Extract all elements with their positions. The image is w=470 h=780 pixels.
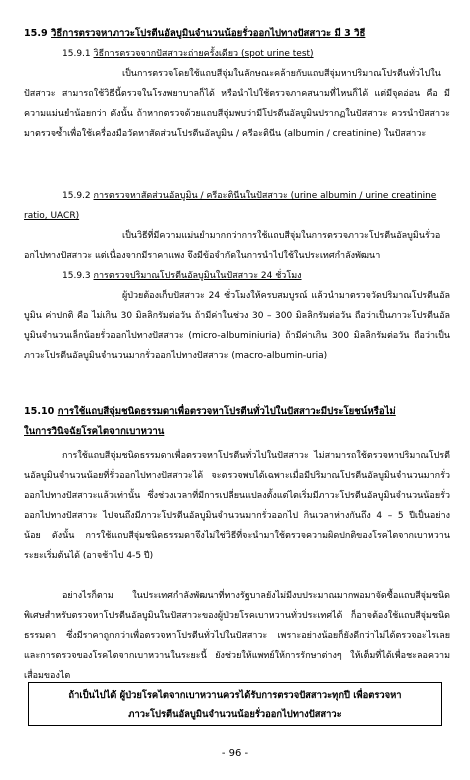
section-title-line2: ในการวินิจฉัยโรคไตจากเบาหวาน: [24, 426, 165, 437]
subsection-15-9-3-heading: [62, 266, 452, 286]
section-15-9-heading: [24, 24, 450, 44]
subsection-number: 15.9.1: [62, 49, 91, 59]
subsection-15-9-1-body: เป็นการตรวจโดยใช้แถบสีจุ่มในลักษณะคล้ายกับแถบสีจุ่มหาปริมาณโปรตีนทั่วไปในปัสสาวะ สามารถใช้วิธีนี้ตรวจในโรงพยาบาลก็ได้ หรือนำไปใช้ตรวจภาคสนามที่ไหนก็ได้ แต่มีจุดอ่อน คือ มีความแม่นยำน้อยกว่า ดังนั้น ถ้าหากตรวจด้วยแถบสีจุ่มพบว่ามีโปรตีนอัลบูมินปรากฏในปัสสาวะ ควรนำปัสสาวะมาตรวจซ้ำเพื่อใช้เครื่องมือวัดหาสัดส่วนโปรตีนอัลบูมิน / ครีอะตินีน (albumin / creatinine) ในปัสสาวะ: [24, 69, 450, 139]
subsection-15-9-3-body: ผู้ป่วยต้องเก็บปัสสาวะ 24 ชั่วโมงให้ครบสมบูรณ์ แล้วนำมาตรวจวัดปริมาณโปรตีนอัลบูมิน ค่าปกติ คือ ไม่เกิน 30 มิลลิกรัมต่อวัน ถ้ามีค่าในช่วง 30 – 300 มิลลิกรัมต่อวัน ถือว่าเป็นภาวะโปรตีนอัลบูมินจำนวนเล็กน้อยรั่วออกไปทางปัสสาวะ (micro-albuminiuria) ถ้ามีค่าเกิน 300 มิลลิกรัมต่อวัน ถือว่าเป็นภาวะโปรตีนอัลบูมินจำนวนมากรั่วออกไปทางปัสสาวะ (macro-albumin-uria): [24, 291, 450, 361]
section-title: วิธีการตรวจหาภาวะโปรตีนอัลบูมินจำนวนน้อยรั่วออกไปทางปัสสาวะ มี 3 วิธี: [51, 28, 366, 39]
subsection-number: 15.9.2: [62, 191, 91, 201]
section-title-line1: การใช้แถบสีจุ่มชนิดธรรมดาเพื่อตรวจหาโปรตีนทั่วไปในปัสสาวะมีประโยชน์หรือไม่: [57, 406, 396, 417]
subsection-15-9-1-heading: [62, 44, 452, 64]
notice-line-2: ภาวะโปรตีนอัลบูมินจำนวนน้อยรั่วออกไปทางปัสสาวะ: [128, 709, 342, 720]
subsection-title: การตรวจหาสัดส่วนอัลบูมิน / ครีอะตินีนในปัสสาวะ (urine albumin / urine creatinine ratio, UACR): [24, 191, 437, 221]
notice-box: [28, 682, 442, 726]
subsection-15-9-2-body: เป็นวิธีที่มีความแม่นยำมากกว่าการใช้แถบสีจุ่มในการตรวจภาวะโปรตีนอัลบูมินรั่วออกไปทางปัสสาวะ แต่เนื่องจากมีราคาแพง จึงมีข้อจำกัดในการนำไปใช้ในประเทศกำลังพัฒนา: [24, 231, 441, 261]
section-15-10-paragraph-2: อย่างไรก็ตาม ในประเทศกำลังพัฒนาที่ทางรัฐบาลยังไม่มีงบประมาณมากพอมาจัดซื้อแถบสีจุ่มชนิดพิเศษสำหรับตรวจหาโปรตีนอัลบูมินในปัสสาวะของผู้ป่วยโรคเบาหวานทั่วประเทศได้ ก็อาจต้องใช้แถบสีจุ่มชนิดธรรมดา ซึ่งมีราคาถูกกว่าเพื่อตรวจหาโปรตีนทั่วไปในปัสสาวะ เพราะอย่างน้อยก็ยังดีกว่าไม่ได้ตรวจอะไรเลย และการตรวจของโรคไตจากเบาหวานในระยะนี้ ยังช่วยให้แพทย์ให้การรักษาต่างๆ ให้เต็มที่ได้เพื่อชะลอความเสื่อมของไต: [24, 591, 450, 681]
notice-line-1: ถ้าเป็นไปได้ ผู้ป่วยโรคไตจากเบาหวานควรได้รับการตรวจปัสสาวะทุกปี เพื่อตรวจหา: [68, 690, 402, 701]
section-15-10-heading: [24, 402, 450, 422]
subsection-15-9-2-heading: [24, 186, 450, 226]
section-number: 15.10: [24, 406, 55, 417]
subsection-title: การตรวจปริมาณโปรตีนอัลบูมินในปัสสาวะ 24 ชั่วโมง: [93, 271, 302, 281]
section-15-10-heading-line2: [24, 422, 450, 442]
subsection-title: วิธีการตรวจจากปัสสาวะถ่ายครั้งเดียว (spot urine test): [93, 49, 314, 59]
page-number: - 96 -: [221, 748, 249, 759]
subsection-number: 15.9.3: [62, 271, 91, 281]
section-number: 15.9: [24, 28, 48, 39]
section-15-10-paragraph-1: การใช้แถบสีจุ่มชนิดธรรมดาเพื่อตรวจหาโปรตีนทั่วไปในปัสสาวะ ไม่สามารถใช้ตรวจหาปริมาณโปรตีนอัลบูมินจำนวนน้อยที่รั่วออกไปทางปัสสาวะได้ จะตรวจพบได้เฉพาะเมื่อมีปริมาณโปรตีนอัลบูมินจำนวนมากรั่วออกไปทางปัสสาวะแล้วเท่านั้น ซึ่งช่วงเวลาที่มีการเปลี่ยนแปลงตั้งแต่ไตเริ่มมีภาวะโปรตีนอัลบูมินจำนวนน้อยรั่วออกไปทางปัสสาวะ ไปจนถึงมีภาวะโปรตีนอัลบูมินจำนวนมากรั่วออกไป กินเวลาห่างกันถึง 4 – 5 ปีเป็นอย่างน้อย ดังนั้น การใช้แถบสีจุ่มชนิดธรรมดาจึงไม่ใช่วิธีที่จะนำมาใช้ตรวจความผิดปกติของโรคไตจากเบาหวานระยะเริ่มต้นได้ (อาจช้าไป 4-5 ปี): [24, 451, 450, 561]
